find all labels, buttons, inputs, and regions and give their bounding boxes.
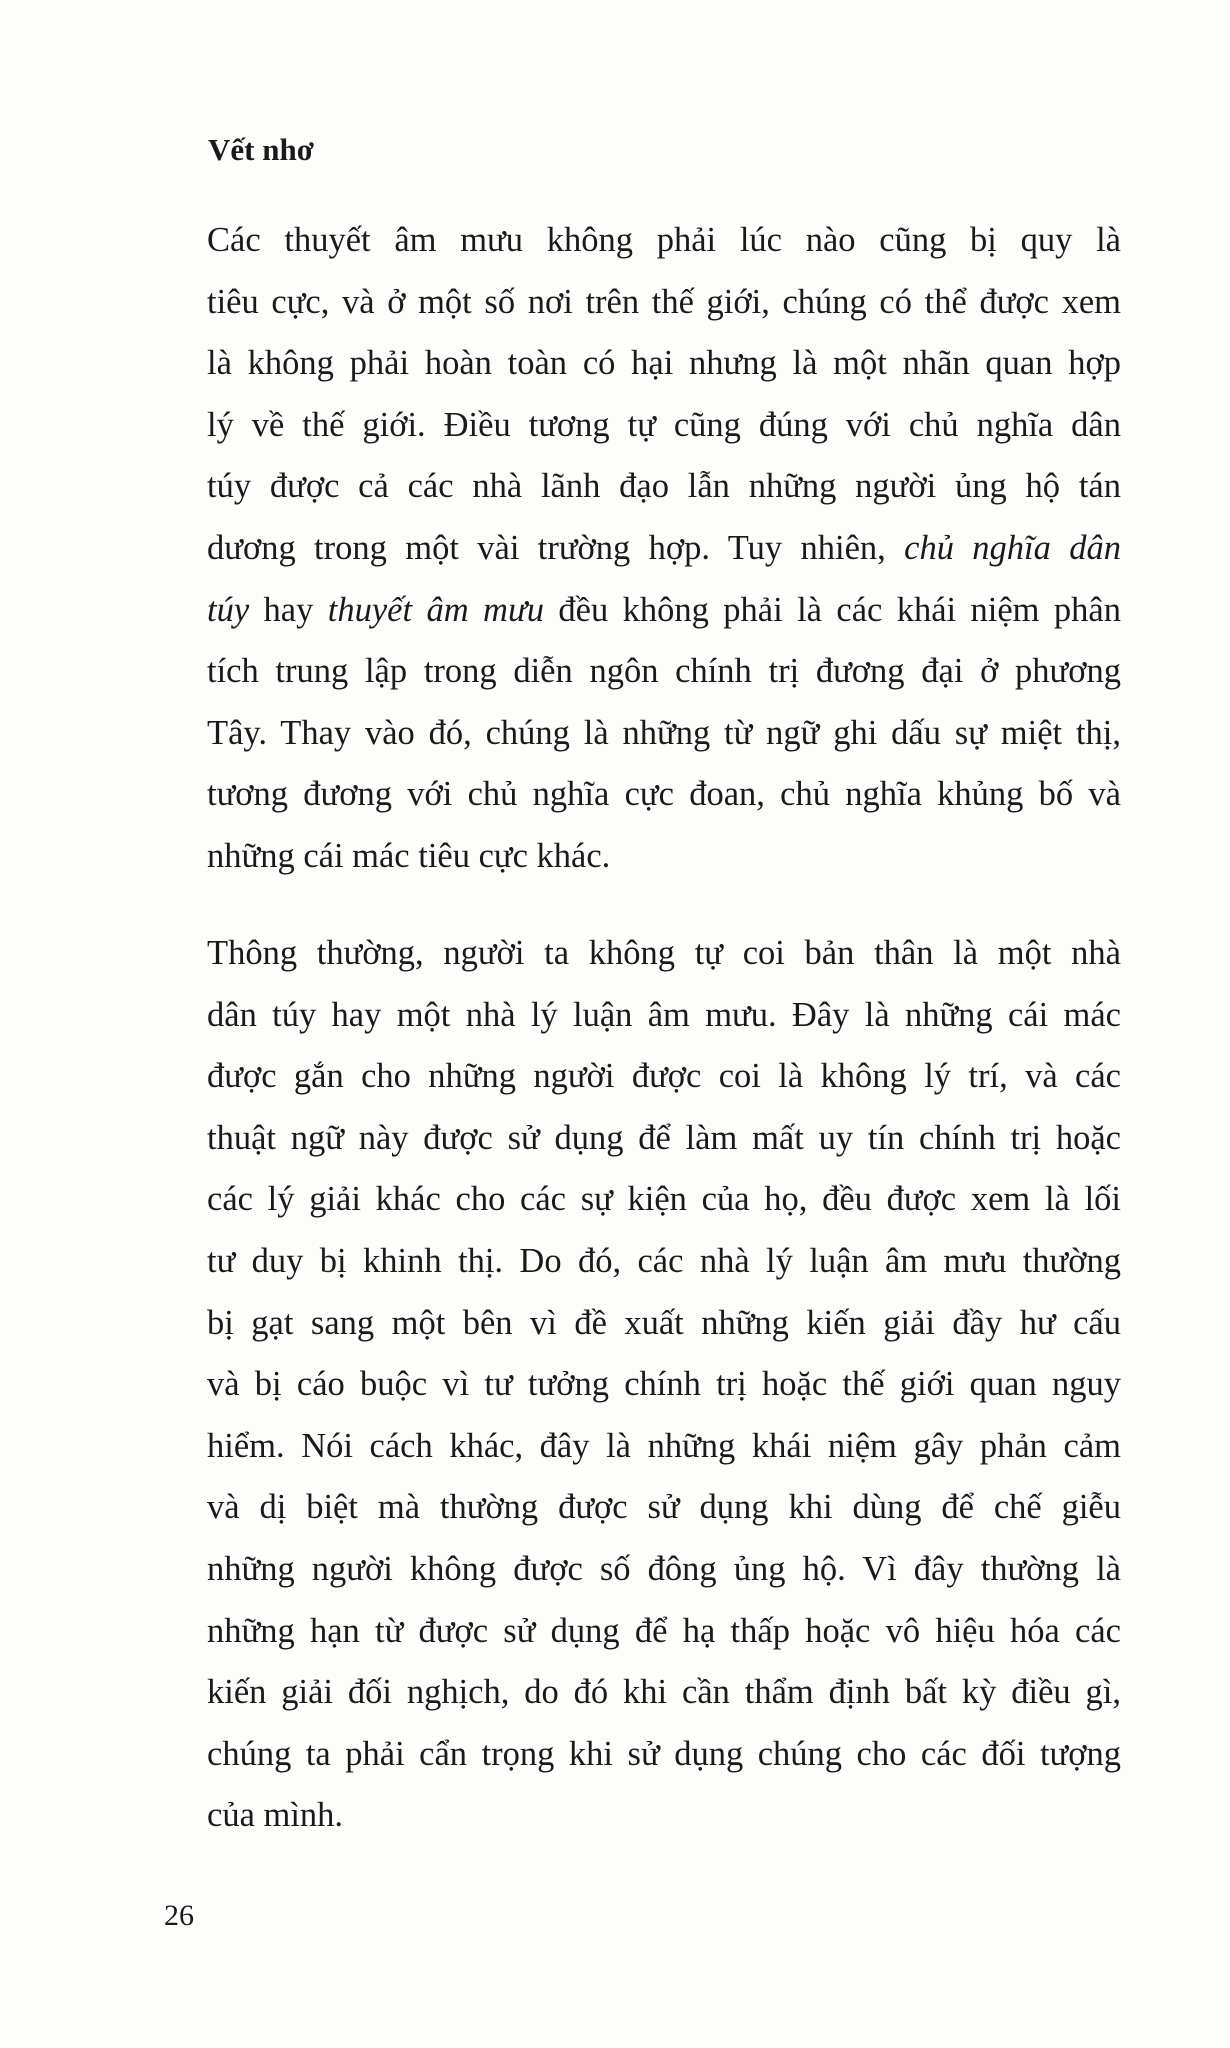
text-line: tiêu cực, và ở một số nơi trên thế giới, chúng có thể được xem [207,282,1121,321]
text-line: tương đương với chủ nghĩa cực đoan, chủ nghĩa khủng bố và [207,775,1121,814]
text-line: dân túy hay một nhà lý luận âm mưu. Đây là những cái mác [207,995,1121,1034]
text-run: dương trong một vài trường hợp. Tuy nhiên, [207,528,905,567]
paragraph-1 [207,210,1121,888]
text-line: những cái mác tiêu cực khác. [207,836,611,875]
paragraph-2 [207,923,1121,1847]
text-line: lý về thế giới. Điều tương tự cũng đúng với chủ nghĩa dân [207,405,1121,444]
text-line: các lý giải khác cho các sự kiện của họ, đều được xem là lối [207,1180,1121,1219]
text-line: là không phải hoàn toàn có hại nhưng là một nhãn quan hợp [207,344,1121,383]
section-heading: Vết nhơ [208,132,314,167]
text-line: kiến giải đối nghịch, do đó khi cần thẩm định bất kỳ điều gì, [207,1673,1121,1712]
text-line: và dị biệt mà thường được sử dụng khi dùng để chế giễu [207,1488,1121,1527]
text-line: của mình. [207,1796,344,1835]
text-line: túy được cả các nhà lãnh đạo lẫn những người ủng hộ tán [207,467,1121,506]
text-line: tích trung lập trong diễn ngôn chính trị đương đại ở phương [207,652,1121,691]
text-line: Thông thường, người ta không tự coi bản thân là một nhà [207,934,1121,972]
text-line: bị gạt sang một bên vì đề xuất những kiến giải đầy hư cấu [207,1303,1121,1342]
text-line: hiểm. Nói cách khác, đây là những khái niệm gây phản cảm [207,1426,1121,1465]
text-line: những hạn từ được sử dụng để hạ thấp hoặc vô hiệu hóa các [207,1611,1121,1650]
text-line [207,518,1121,580]
text-line: Các thuyết âm mưu không phải lúc nào cũng bị quy là [207,221,1121,259]
italic-term: túy [207,590,250,629]
text-line: tư duy bị khinh thị. Do đó, các nhà lý luận âm mưu thường [207,1241,1121,1280]
text-line: chúng ta phải cẩn trọng khi sử dụng chúng cho các đối tượng [207,1734,1121,1773]
page-number: 26 [164,1899,194,1932]
italic-term: thuyết âm mưu [327,590,545,629]
text-line: và bị cáo buộc vì tư tưởng chính trị hoặc thế giới quan nguy [207,1365,1121,1404]
text-line: Tây. Thay vào đó, chúng là những từ ngữ ghi dấu sự miệt thị, [207,713,1121,752]
text-line [207,580,1121,642]
text-line: những người không được số đông ủng hộ. Vì đây thường là [207,1549,1121,1588]
text-run: hay [249,590,328,629]
text-run: đều không phải là các khái niệm phân [544,590,1121,629]
italic-term: chủ nghĩa dân [904,528,1121,567]
text-line: được gắn cho những người được coi là không lý trí, và các [207,1057,1121,1096]
text-line: thuật ngữ này được sử dụng để làm mất uy tín chính trị hoặc [207,1118,1121,1157]
